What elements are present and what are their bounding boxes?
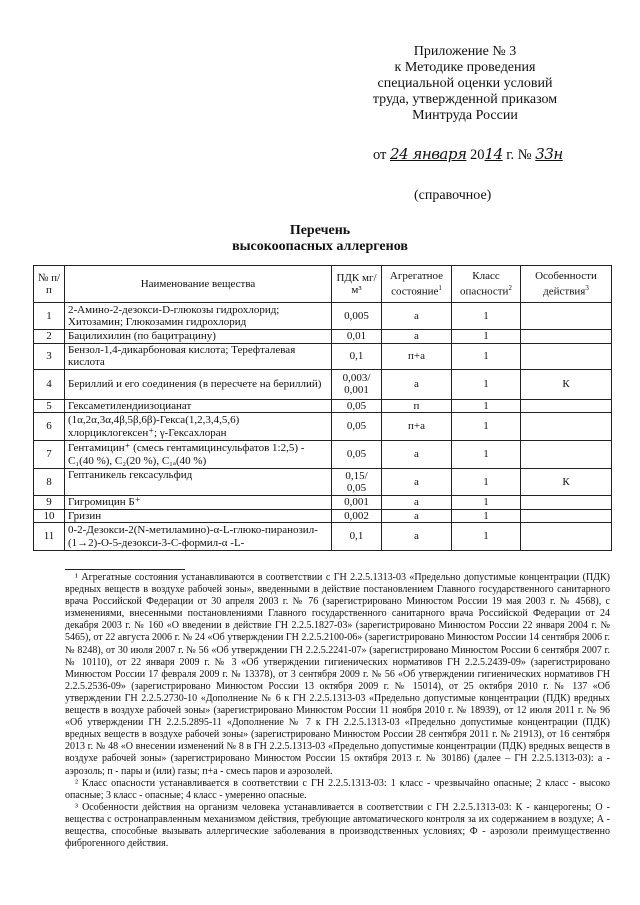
cell-state: а xyxy=(382,441,452,469)
col-header-pdk: ПДК мг/м³ xyxy=(332,266,382,303)
cell-state: а xyxy=(382,369,452,399)
cell-name: Гептаникель гексасульфид xyxy=(65,469,332,496)
cell-features xyxy=(521,441,612,469)
cell-name: Гентамицин⁺ (смесь гентамицинсульфатов 1:2,5) - C₁(40 %), C₂(20 %), C₁ₐ(40 %) xyxy=(65,441,332,469)
col-header-name: Наименование вещества xyxy=(65,266,332,303)
cell-features: К xyxy=(521,369,612,399)
cell-class: 1 xyxy=(452,469,521,496)
col-header-features: Особенности действия$^3$ xyxy=(521,266,612,303)
cell-pdk: 0,002 xyxy=(332,509,382,523)
footnote-2: ² Класс опасности устанавливается в соответствии с ГН 2.2.5.1313-03: 1 класс - чрезвычайно опасные; 2 класс - высоко опасные; 3 класс - опасные; 4 класс - умеренно опасные. xyxy=(65,777,610,801)
cell-class: 1 xyxy=(452,330,521,344)
cell-num: 11 xyxy=(34,523,65,551)
appendix-header xyxy=(320,44,610,124)
footnote-1: ¹ Агрегатные состояния устанавливаются в соответствии с ГН 2.2.5.1313-03 «Предельно допустимые концентрации (ПДК) вредных веществ в воздухе рабочей зоны», введенными в действие постановлением Главного государственного санитарного врача Российской Федерации от 30 апреля 2003 г. № 76 (зарегистрировано Минюстом России 19 мая 2003 г. № 4568), с изменениями, внесенными постановлениями Главного государственного санитарного врача Российской Федерации от 24 декабря 2003 г. № 160 «О введении в действие ГН 2.2.5.1827-03» (зарегистрировано Минюстом России 22 января 2004 г. № 5465), от 22 августа 2006 г. № 24 «Об утверждении ГН 2.2.5.2100-06» (зарегистрировано Минюстом России 14 сентября 2006 г. № 8248), от 30 июля 2007 г. № 56 «Об утверждении ГН 2.2.5.2241-07» (зарегистрировано Минюстом России 6 сентября 2007 г. № 10110), от 22 января 2009 г. № 3 «Об утверждении гигиенических нормативов ГН 2.2.5.2439-09» (зарегистрировано Минюстом России 17 февраля 2009 г. № 13378), от 3 сентября 2009 г. № 56 «Об утверждении гигиенических нормативов ГН 2.2.5.2536-09» (зарегистрировано Минюстом России 13 октября 2009 г. № 15014), от 25 октября 2010 г. № 137 «Об утверждении ГН 2.2.5.2730-10 «Дополнение № 6 к ГН 2.2.5.1313-03 «Предельно допустимые концентрации (ПДК) вредных веществ в воздухе рабочей зоны» (зарегистрировано Минюстом России 11 ноября 2010 г. № 18939), от 12 июля 2011 г. № 96 «Об утверждении ГН 2.2.5.2895-11 «Дополнение № 7 к ГН 2.2.5.1313-03 «Предельно допустимые концентрации (ПДК) вредных веществ в воздухе рабочей зоны» (зарегистрировано Минюстом России 28 сентября 2011 г. № 21913), от 16 сентября 2013 г. № 48 «О внесении изменений № 8 в ГН 2.2.5.1313-03 «Предельно допустимые концентрации (ПДК) вредных веществ в воздухе рабочей зоны» (зарегистрировано Минюстом России 15 октября 2013 г. № 30186) (далее – ГН 2.2.5.1313-03): а - аэрозоль; п - пары и (или) газы; п+а - смесь паров и аэрозолей. xyxy=(65,572,610,777)
footnote-separator xyxy=(65,569,185,570)
cell-pdk: 0,05 xyxy=(332,413,382,441)
cell-class: 1 xyxy=(452,303,521,330)
cell-features xyxy=(521,399,612,413)
cell-pdk: 0,003/ 0,001 xyxy=(332,369,382,399)
cell-class: 1 xyxy=(452,523,521,551)
cell-state: а xyxy=(382,330,452,344)
cell-state: п xyxy=(382,399,452,413)
cell-num: 6 xyxy=(34,413,65,441)
cell-name: Бериллий и его соединения (в пересчете на бериллий) xyxy=(65,369,332,399)
cell-name: 2-Амино-2-дезокси-D-глюкозы гидрохлорид; Хитозамин; Глюкозамин гидрохлорид xyxy=(65,303,332,330)
document-title: Перечень xyxy=(289,223,351,238)
order-number-handwritten: 33н xyxy=(535,145,563,163)
cell-pdk: 0,05 xyxy=(332,441,382,469)
table-row xyxy=(34,413,612,441)
table-row xyxy=(34,496,612,510)
footnotes xyxy=(65,572,610,850)
cell-name: 0-2-Дезокси-2(N-метиламино)-α-L-глюко-пиранозил-(1→2)-O-5-дезокси-3-С-формил-α -L- xyxy=(65,523,332,551)
document-subtitle: высокоопасных аллергенов xyxy=(232,239,408,254)
table-row xyxy=(34,399,612,413)
col-header-class: Класс опасности$^2$ xyxy=(452,266,521,303)
header-line: к Методике проведения xyxy=(394,60,536,75)
cell-features xyxy=(521,343,612,369)
table-row xyxy=(34,441,612,469)
cell-features xyxy=(521,509,612,523)
cell-pdk: 0,001 xyxy=(332,496,382,510)
order-date-handwritten: 24 января xyxy=(390,145,467,163)
table-row xyxy=(34,523,612,551)
cell-pdk: 0,15/ 0,05 xyxy=(332,469,382,496)
cell-features: К xyxy=(521,469,612,496)
cell-state: п+а xyxy=(382,413,452,441)
order-year-prefix: 20 xyxy=(470,147,485,163)
header-line: специальной оценки условий xyxy=(377,76,553,91)
cell-name: (1α,2α,3α,4β,5β,6β)-Гекса(1,2,3,4,5,6) хлорциклогексен⁺; γ-Гексахлоран xyxy=(65,413,332,441)
cell-state: а xyxy=(382,496,452,510)
cell-state: а xyxy=(382,469,452,496)
cell-class: 1 xyxy=(452,509,521,523)
table-row xyxy=(34,330,612,344)
cell-num: 8 xyxy=(34,469,65,496)
order-year-handwritten: 14 xyxy=(484,145,503,163)
reference-label: (справочное) xyxy=(414,188,492,203)
cell-state: а xyxy=(382,509,452,523)
cell-num: 5 xyxy=(34,399,65,413)
cell-pdk: 0,01 xyxy=(332,330,382,344)
table-row xyxy=(34,369,612,399)
cell-state: а xyxy=(382,523,452,551)
cell-class: 1 xyxy=(452,441,521,469)
cell-features xyxy=(521,303,612,330)
footnote-3: ³ Особенности действия на организм человека устанавливается в соответствии с ГН 2.2.5.1313-03: К - канцерогены; О - вещества с остронаправленным механизмом действия, требующие автоматического контроля за их содержанием в воздухе; А - вещества, способные вызывать аллергические заболевания в производственных условиях; Ф - аэрозоли преимущественно фиброгенного действия. xyxy=(65,801,610,850)
cell-name: Бацилихилин (по бацитрацину) xyxy=(65,330,332,344)
cell-num: 7 xyxy=(34,441,65,469)
table-header-row xyxy=(34,266,612,303)
cell-name: Бензол-1,4-дикарбоновая кислота; Терефталевая кислота xyxy=(65,343,332,369)
cell-class: 1 xyxy=(452,343,521,369)
cell-class: 1 xyxy=(452,496,521,510)
cell-features xyxy=(521,523,612,551)
cell-features xyxy=(521,496,612,510)
cell-name: Гигромицин Б⁺ xyxy=(65,496,332,510)
cell-name: Гексаметилендиизоцианат xyxy=(65,399,332,413)
cell-pdk: 0,1 xyxy=(332,343,382,369)
cell-num: 3 xyxy=(34,343,65,369)
allergens-table xyxy=(33,265,612,551)
cell-class: 1 xyxy=(452,413,521,441)
cell-state: п+а xyxy=(382,343,452,369)
cell-num: 2 xyxy=(34,330,65,344)
cell-pdk: 0,1 xyxy=(332,523,382,551)
cell-pdk: 0,005 xyxy=(332,303,382,330)
cell-name: Гризин xyxy=(65,509,332,523)
header-line: труда, утвержденной приказом xyxy=(372,92,558,107)
cell-class: 1 xyxy=(452,369,521,399)
col-header-state: Агрегатное состояние$^1$ xyxy=(382,266,452,303)
table-row xyxy=(34,343,612,369)
cell-class: 1 xyxy=(452,399,521,413)
cell-num: 4 xyxy=(34,369,65,399)
cell-num: 1 xyxy=(34,303,65,330)
cell-features xyxy=(521,413,612,441)
cell-num: 10 xyxy=(34,509,65,523)
cell-state: а xyxy=(382,303,452,330)
order-line xyxy=(373,145,563,164)
table-row xyxy=(34,469,612,496)
table-row xyxy=(34,303,612,330)
header-line: Приложение № 3 xyxy=(413,44,517,59)
header-line: Минтруда России xyxy=(412,108,518,123)
table-row xyxy=(34,509,612,523)
cell-pdk: 0,05 xyxy=(332,399,382,413)
order-prefix: от xyxy=(373,147,387,163)
order-year-suffix: г. № xyxy=(506,147,532,163)
cell-features xyxy=(521,330,612,344)
cell-num: 9 xyxy=(34,496,65,510)
col-header-num: № п/п xyxy=(34,266,65,303)
